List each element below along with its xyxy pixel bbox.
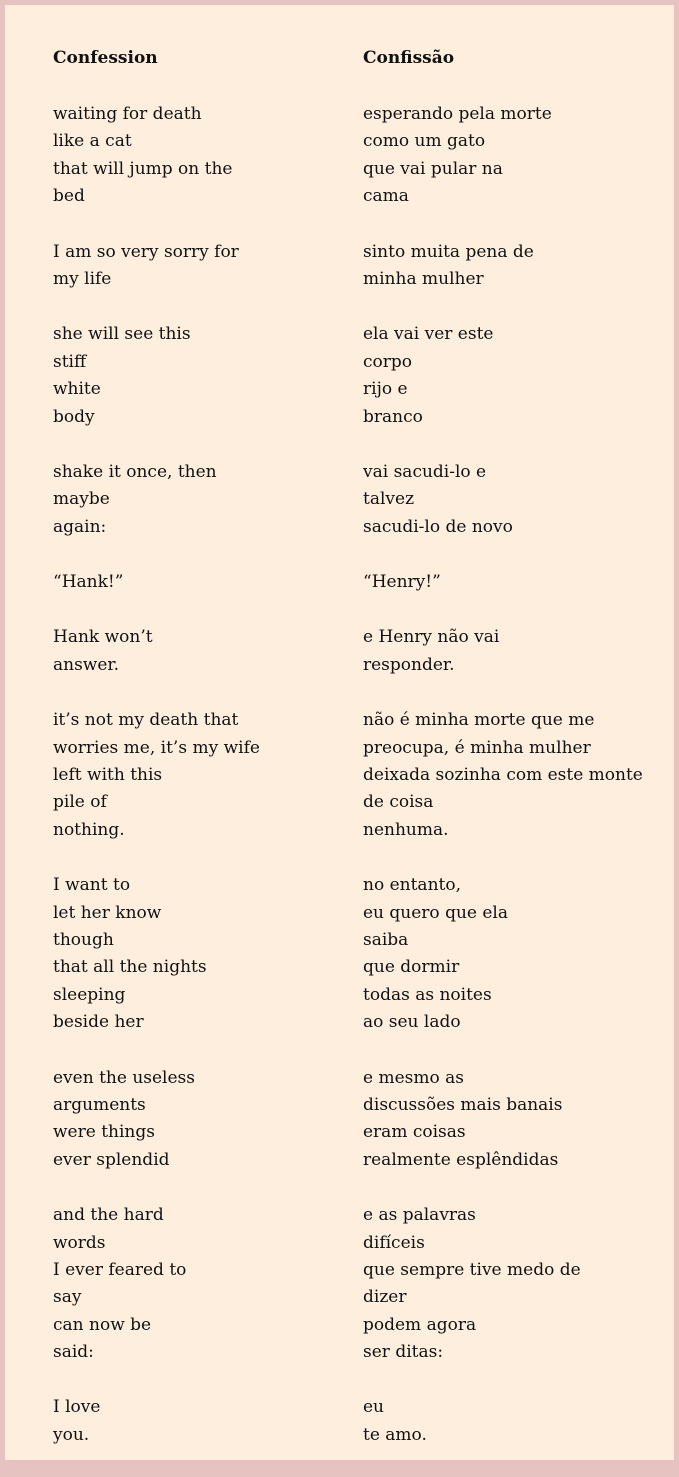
english-poem-line: answer. [53, 654, 120, 675]
portuguese-poem-line: corpo [363, 351, 412, 372]
english-poem-line: like a cat [53, 131, 132, 152]
english-poem-line: she will see this [53, 324, 191, 345]
english-poem-line: I am so very sorry for [53, 241, 239, 262]
english-poem-line: white [53, 379, 101, 400]
portuguese-poem-line: minha mulher [363, 268, 484, 289]
english-stanza [53, 624, 343, 679]
portuguese-poem-line: como um gato [363, 131, 486, 152]
portuguese-poem-line: que sempre tive medo de [363, 1259, 581, 1280]
portuguese-stanza [363, 624, 673, 679]
english-poem-line: let her know [53, 902, 162, 923]
portuguese-poem-line: discussões mais banais [363, 1094, 563, 1115]
portuguese-poem-line: preocupa, é minha mulher [363, 737, 591, 758]
english-poem-line: my life [53, 268, 112, 289]
english-poem-line: bed [53, 186, 85, 207]
portuguese-stanza [363, 707, 673, 844]
portuguese-poem-line: ser ditas: [363, 1342, 444, 1363]
portuguese-poem-line: ela vai ver este [363, 324, 494, 345]
poem-panel [5, 5, 674, 1460]
portuguese-stanza [363, 1065, 673, 1175]
portuguese-poem-line: realmente esplêndidas [363, 1149, 559, 1170]
english-stanza [53, 459, 343, 541]
portuguese-poem-line: não é minha morte que me [363, 710, 595, 731]
portuguese-poem-line: sinto muita pena de [363, 241, 534, 262]
portuguese-poem-line: eram coisas [363, 1122, 466, 1143]
english-poem-line: and the hard [53, 1205, 164, 1226]
english-poem-line: were things [53, 1122, 155, 1143]
portuguese-poem-line: eu [363, 1397, 385, 1418]
portuguese-stanzas [363, 101, 673, 1449]
portuguese-poem-line: que vai pular na [363, 158, 503, 179]
portuguese-title: Confissão [363, 48, 455, 68]
english-poem-line: you. [53, 1424, 90, 1445]
portuguese-poem-line: te amo. [363, 1424, 427, 1445]
english-stanza [53, 707, 343, 844]
english-poem-line: stiff [53, 351, 87, 372]
english-stanza [53, 1202, 343, 1366]
english-poem-line: that will jump on the [53, 158, 233, 179]
english-poem-line: I love [53, 1397, 101, 1418]
english-poem-line: beside her [53, 1012, 144, 1033]
portuguese-poem-line: de coisa [363, 792, 434, 813]
english-poem-line: say [53, 1287, 82, 1308]
portuguese-poem-line: esperando pela morte [363, 104, 552, 124]
portuguese-stanza [363, 101, 673, 211]
portuguese-poem-line: que dormir [363, 957, 460, 978]
portuguese-column [363, 45, 673, 1477]
english-poem-line: left with this [53, 765, 163, 786]
english-poem-line: ever splendid [53, 1149, 170, 1170]
portuguese-poem-line: e Henry não vai [363, 627, 500, 648]
english-stanza [53, 321, 343, 431]
portuguese-poem-line: eu quero que ela [363, 902, 508, 923]
english-stanza [53, 872, 343, 1036]
english-poem-line: words [53, 1232, 106, 1253]
portuguese-poem-line: talvez [363, 489, 415, 510]
english-poem-line: it’s not my death that [53, 710, 239, 731]
portuguese-poem-line: sacudi-lo de novo [363, 516, 513, 537]
portuguese-stanza [363, 321, 673, 431]
english-stanza [53, 1394, 343, 1449]
portuguese-stanza [363, 1394, 673, 1449]
english-poem-line: arguments [53, 1094, 146, 1115]
english-poem-line: waiting for death [53, 104, 202, 124]
english-title: Confession [53, 48, 158, 68]
english-stanzas [53, 101, 343, 1449]
portuguese-poem-line: dizer [363, 1287, 407, 1308]
portuguese-poem-line: e mesmo as [363, 1067, 464, 1088]
portuguese-poem-line: e as palavras [363, 1205, 476, 1226]
portuguese-poem-line: responder. [363, 654, 455, 675]
portuguese-poem-line: deixada sozinha com este monte [363, 765, 643, 786]
english-poem-line: worries me, it’s my wife [53, 737, 260, 758]
portuguese-stanza [363, 1202, 673, 1366]
portuguese-stanza [363, 459, 673, 541]
portuguese-poem-line: ao seu lado [363, 1012, 461, 1033]
english-poem-line: though [53, 929, 114, 950]
english-poem-line: maybe [53, 489, 110, 510]
english-stanza [53, 239, 343, 294]
english-poem-line: can now be [53, 1314, 152, 1335]
english-poem-line: body [53, 406, 95, 427]
english-column [53, 45, 343, 1477]
portuguese-poem-line: saiba [363, 929, 409, 950]
portuguese-stanza [363, 239, 673, 294]
english-poem-line: “Hank!” [53, 572, 124, 593]
portuguese-poem-line: cama [363, 186, 409, 207]
english-poem-line: again: [53, 516, 107, 537]
portuguese-stanza [363, 872, 673, 1036]
english-stanza [53, 1065, 343, 1175]
english-poem-line: I ever feared to [53, 1259, 187, 1280]
english-stanza [53, 569, 343, 596]
portuguese-poem-line: podem agora [363, 1314, 477, 1335]
portuguese-stanza [363, 569, 673, 596]
english-poem-line: sleeping [53, 984, 126, 1005]
portuguese-poem-line: nenhuma. [363, 819, 449, 840]
english-poem-line: Hank won’t [53, 627, 153, 648]
english-poem-line: shake it once, then [53, 461, 217, 482]
english-poem-line: said: [53, 1342, 94, 1363]
english-stanza [53, 101, 343, 211]
english-poem-line: that all the nights [53, 957, 207, 978]
english-poem-line: even the useless [53, 1067, 196, 1088]
portuguese-poem-line: todas as noites [363, 984, 492, 1005]
portuguese-poem-line: rijo e [363, 379, 408, 400]
english-poem-line: I want to [53, 875, 131, 896]
portuguese-poem-line: no entanto, [363, 875, 461, 896]
portuguese-poem-line: “Henry!” [363, 572, 441, 593]
english-poem-line: nothing. [53, 819, 125, 840]
english-poem-line: pile of [53, 792, 107, 813]
portuguese-poem-line: difíceis [363, 1232, 425, 1253]
portuguese-poem-line: branco [363, 406, 423, 427]
portuguese-poem-line: vai sacudi-lo e [363, 461, 487, 482]
